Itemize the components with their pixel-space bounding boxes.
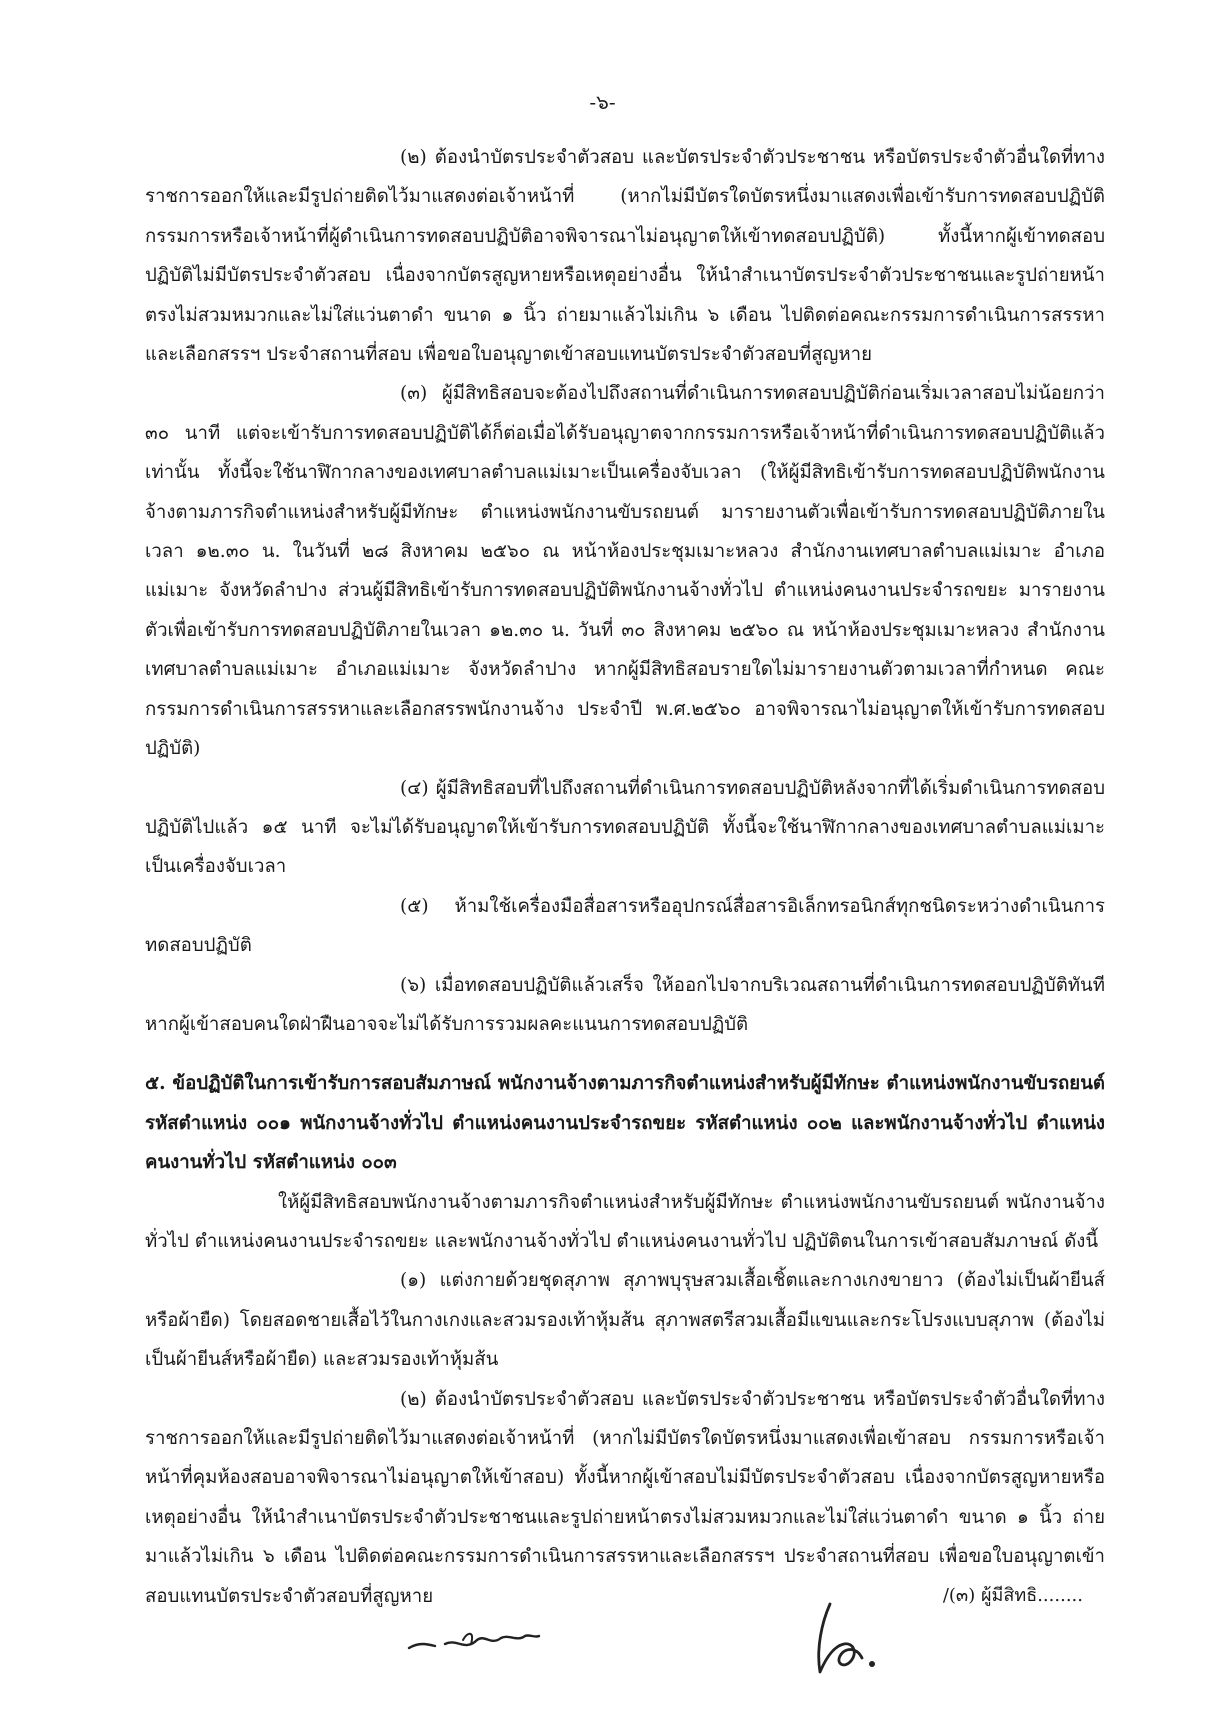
paragraph-item-2: (๒) ต้องนำบัตรประจำตัวสอบ และบัตรประจำตัวประชาชน หรือบัตรประจำตัวอื่นใดที่ทางราชการออกให้และมีรูปถ่ายติดไว้มาแสดงต่อเจ้าหน้าที่ (หากไม่มีบัตรใดบัตรหนึ่งมาแสดงเพื่อเข้ารับการทดสอบปฏิบัติ กรรมการหรือเจ้าหน้าที่ผู้ดำเนินการทดสอบปฏิบัติอาจพิจารณาไม่อนุญาตให้เข้าทดสอบปฏิบัติ) ทั้งนี้หากผู้เข้าทดสอบปฏิบัติไม่มีบัตรประจำตัวสอบ เนื่องจากบัตรสูญหายหรือเหตุอย่างอื่น ให้นำสำเนาบัตรประจำตัวประชาชนและรูปถ่ายหน้าตรงไม่สวมหมวกและไม่ใส่แว่นตาดำ ขนาด ๑ นิ้ว ถ่ายมาแล้วไม่เกิน ๖ เดือน ไปติดต่อคณะกรรมการดำเนินการสรรหาและเลือกสรรฯ ประจำสถานที่สอบ เพื่อขอใบอนุญาตเข้าสอบแทนบัตรประจำตัวสอบที่สูญหาย [145, 147, 1105, 366]
section-gap [145, 1044, 1105, 1064]
section-5-heading: ๕. ข้อปฏิบัติในการเข้ารับการสอบสัมภาษณ์ พนักงานจ้างตามภารกิจตำแหน่งสำหรับผู้มีทักษะ ตำแหน่งพนักงานขับรถยนต์ รหัสตำแหน่ง ๐๐๑ พนักงานจ้างทั่วไป ตำแหน่งคนงานประจำรถขยะ รหัสตำแหน่ง ๐๐๒ และพนักงานจ้างทั่วไป ตำแหน่งคนงานทั่วไป รหัสตำแหน่ง ๐๐๓ [145, 1073, 1105, 1174]
paragraph-item-3: (๓) ผู้มีสิทธิสอบจะต้องไปถึงสถานที่ดำเนินการทดสอบปฏิบัติก่อนเริ่มเวลาสอบไม่น้อยกว่า ๓๐ นาที แต่จะเข้ารับการทดสอบปฏิบัติได้ก็ต่อเมื่อได้รับอนุญาตจากกรรมการหรือเจ้าหน้าที่ดำเนินการทดสอบปฏิบัติแล้วเท่านั้น ทั้งนี้จะใช้นาฬิกากลางของเทศบาลตำบลแม่เมาะเป็นเครื่องจับเวลา (ให้ผู้มีสิทธิเข้ารับการทดสอบปฏิบัติพนักงานจ้างตามภารกิจตำแหน่งสำหรับผู้มีทักษะ ตำแหน่งพนักงานขับรถยนต์ มารายงานตัวเพื่อเข้ารับการทดสอบปฏิบัติภายในเวลา ๑๒.๓๐ น. ในวันที่ ๒๘ สิงหาคม ๒๕๖๐ ณ หน้าห้องประชุมเมาะหลวง สำนักงานเทศบาลตำบลแม่เมาะ อำเภอแม่เมาะ จังหวัดลำปาง ส่วนผู้มีสิทธิเข้ารับการทดสอบปฏิบัติพนักงานจ้างทั่วไป ตำแหน่งคนงานประจำรถขยะ มารายงานตัวเพื่อเข้ารับการทดสอบปฏิบัติภายในเวลา ๑๒.๓๐ น. วันที่ ๓๐ สิงหาคม ๒๕๖๐ ณ หน้าห้องประชุมเมาะหลวง สำนักงานเทศบาลตำบลแม่เมาะ อำเภอแม่เมาะ จังหวัดลำปาง หากผู้มีสิทธิสอบรายใดไม่มารายงานตัวตามเวลาที่กำหนด คณะกรรมการดำเนินการสรรหาและเลือกสรรพนักงานจ้าง ประจำปี พ.ศ.๒๕๖๐ อาจพิจารณาไม่อนุญาตให้เข้ารับการทดสอบปฏิบัติ) [145, 383, 1105, 760]
signature-left [405, 1622, 545, 1662]
paragraph-item-5: (๕) ห้ามใช้เครื่องมือสื่อสารหรืออุปกรณ์สื่อสารอิเล็กทรอนิกส์ทุกชนิดระหว่างดำเนินการทดสอบปฏิบัติ [145, 895, 1105, 957]
continuation-note: /(๓) ผู้มีสิทธิ........ [942, 1585, 1083, 1606]
paragraph-item-6: (๖) เมื่อทดสอบปฏิบัติแล้วเสร็จ ให้ออกไปจากบริเวณสถานที่ดำเนินการทดสอบปฏิบัติทันที หากผู้เข้าสอบคนใดฝ่าฝืนอาจจะไม่ได้รับการรวมผลคะแนนการทดสอบปฏิบัติ [145, 974, 1105, 1035]
signature-right [800, 1598, 890, 1678]
section-5-intro: ให้ผู้มีสิทธิสอบพนักงานจ้างตามภารกิจตำแหน่งสำหรับผู้มีทักษะ ตำแหน่งพนักงานขับรถยนต์ พนักงานจ้างทั่วไป ตำแหน่งคนงานประจำรถขยะ และพนักงานจ้างทั่วไป ตำแหน่งคนงานทั่วไป ปฏิบัติตนในการเข้าสอบสัมภาษณ์ ดังนี้ [145, 1191, 1105, 1252]
section-5-item-1: (๑) แต่งกายด้วยชุดสุภาพ สุภาพบุรุษสวมเสื้อเชิ้ตและกางเกงขายาว (ต้องไม่เป็นผ้ายีนส์หรือผ้ายืด) โดยสอดชายเสื้อไว้ในกางเกงและสวมรองเท้าหุ้มส้น สุภาพสตรีสวมเสื้อมีแขนและกระโปรงแบบสุภาพ (ต้องไม่เป็นผ้ายีนส์หรือผ้ายืด) และสวมรองเท้าหุ้มส้น [145, 1270, 1105, 1371]
section-5-item-2: (๒) ต้องนำบัตรประจำตัวสอบ และบัตรประจำตัวประชาชน หรือบัตรประจำตัวอื่นใดที่ทางราชการออกให้และมีรูปถ่ายติดไว้มาแสดงต่อเจ้าหน้าที่ (หากไม่มีบัตรใดบัตรหนึ่งมาแสดงเพื่อเข้าสอบ กรรมการหรือเจ้าหน้าที่คุมห้องสอบอาจพิจารณาไม่อนุญาตให้เข้าสอบ) ทั้งนี้หากผู้เข้าสอบไม่มีบัตรประจำตัวสอบ เนื่องจากบัตรสูญหายหรือเหตุอย่างอื่น ให้นำสำเนาบัตรประจำตัวประชาชนและรูปถ่ายหน้าตรงไม่สวมหมวกและไม่ใส่แว่นตาดำ ขนาด ๑ นิ้ว ถ่ายมาแล้วไม่เกิน ๖ เดือน ไปติดต่อคณะกรรมการดำเนินการสรรหาและเลือกสรรฯ ประจำสถานที่สอบ เพื่อขอใบอนุญาตเข้าสอบแทนบัตรประจำตัวสอบที่สูญหาย [145, 1388, 1105, 1607]
paragraph-item-4: (๔) ผู้มีสิทธิสอบที่ไปถึงสถานที่ดำเนินการทดสอบปฏิบัติหลังจากที่ได้เริ่มดำเนินการทดสอบปฏิบัติไปแล้ว ๑๕ นาที จะไม่ได้รับอนุญาตให้เข้ารับการทดสอบปฏิบัติ ทั้งนี้จะใช้นาฬิกากลางของเทศบาลตำบลแม่เมาะเป็นเครื่องจับเวลา [145, 777, 1105, 878]
document-body [145, 138, 1105, 1616]
page-number: -๖- [589, 90, 616, 114]
